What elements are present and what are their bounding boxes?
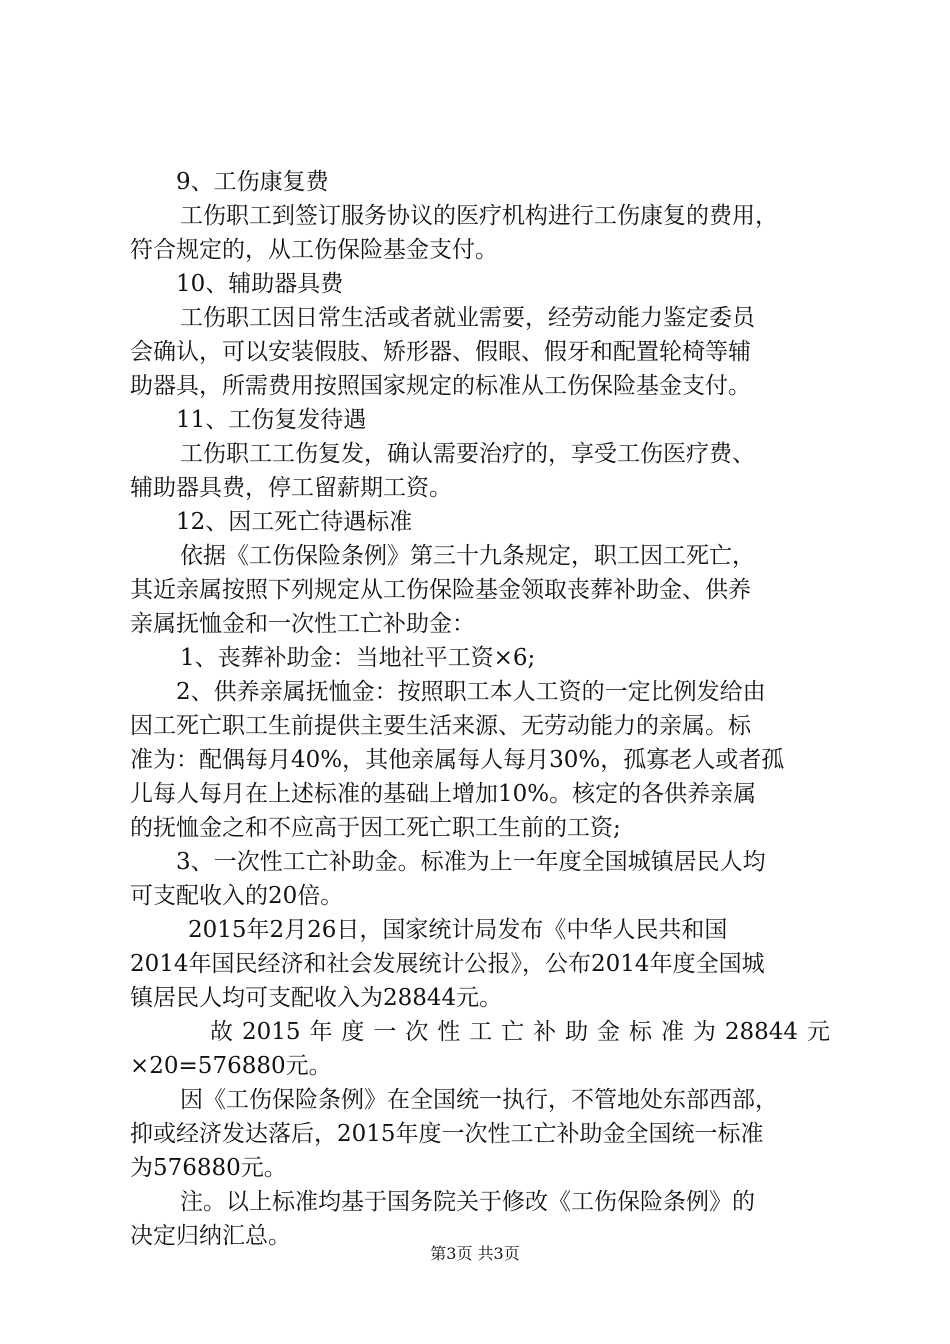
page-number-footer: 第3页 共3页 xyxy=(430,1244,520,1263)
list-item-lump-sum-subsidy: 3、一次性工亡补助金。标准为上一年度全国城镇居民人均 xyxy=(176,849,766,875)
paragraph-line: 为576880元。 xyxy=(130,1155,287,1181)
paragraph-line: 因《工伤保险条例》在全国统一执行，不管地处东部西部， xyxy=(180,1087,778,1113)
section-heading-assistive-devices: 10、辅助器具费 xyxy=(176,271,344,297)
paragraph-line: 故2015年度一次性工亡补助金标准为28844元 xyxy=(210,1019,830,1045)
paragraph-line: 的抚恤金之和不应高于因工死亡职工生前的工资; xyxy=(130,815,621,841)
section-heading-death-benefits: 12、因工死亡待遇标准 xyxy=(176,509,413,535)
paragraph-line: 可支配收入的20倍。 xyxy=(130,883,344,909)
paragraph-line: 亲属抚恤金和一次性工亡补助金： xyxy=(130,611,475,637)
paragraph-line: 会确认，可以安装假肢、矫形器、假眼、假牙和配置轮椅等辅 xyxy=(130,339,751,365)
paragraph-line: 符合规定的，从工伤保险基金支付。 xyxy=(130,237,498,263)
section-heading-rehab-fee: 9、工伤康复费 xyxy=(176,169,329,195)
paragraph-line: ×20=576880元。 xyxy=(130,1053,332,1079)
note-line: 决定归纳汇总。 xyxy=(130,1223,291,1249)
list-item-funeral-subsidy: 1、丧葬补助金：当地社平工资×6; xyxy=(180,645,536,671)
paragraph-line: 准为：配偶每月40%，其他亲属每人每月30%，孤寡老人或者孤 xyxy=(130,747,785,773)
paragraph-line: 其近亲属按照下列规定从工伤保险基金领取丧葬补助金、供养 xyxy=(130,577,751,603)
paragraph-line: 工伤职工工伤复发，确认需要治疗的，享受工伤医疗费、 xyxy=(180,441,755,467)
paragraph-line: 因工死亡职工生前提供主要生活来源、无劳动能力的亲属。标 xyxy=(130,713,751,739)
document-body xyxy=(130,165,830,1253)
paragraph-line: 助器具，所需费用按照国家规定的标准从工伤保险基金支付。 xyxy=(130,373,751,399)
paragraph-line: 2014年国民经济和社会发展统计公报》，公布2014年度全国城 xyxy=(130,951,765,977)
paragraph-line: 儿每人每月在上述标准的基础上增加10%。核定的各供养亲属 xyxy=(130,781,757,807)
paragraph-line: 依据《工伤保险条例》第三十九条规定，职工因工死亡， xyxy=(180,543,755,569)
paragraph-line: 抑或经济发达落后，2015年度一次性工亡补助金全国统一标准 xyxy=(130,1121,764,1147)
paragraph-line: 工伤职工到签订服务协议的医疗机构进行工伤康复的费用， xyxy=(180,203,778,229)
note-line: 注。以上标准均基于国务院关于修改《工伤保险条例》的 xyxy=(180,1189,755,1215)
paragraph-line: 辅助器具费，停工留薪期工资。 xyxy=(130,475,452,501)
paragraph-line: 镇居民人均可支配收入为28844元。 xyxy=(130,985,503,1011)
list-item-dependent-pension: 2、供养亲属抚恤金：按照职工本人工资的一定比例发给由 xyxy=(176,679,766,705)
paragraph-line: 2015年2月26日，国家统计局发布《中华人民共和国 xyxy=(188,917,728,943)
paragraph-line: 工伤职工因日常生活或者就业需要，经劳动能力鉴定委员 xyxy=(180,305,755,331)
section-heading-relapse: 11、工伤复发待遇 xyxy=(176,407,367,433)
